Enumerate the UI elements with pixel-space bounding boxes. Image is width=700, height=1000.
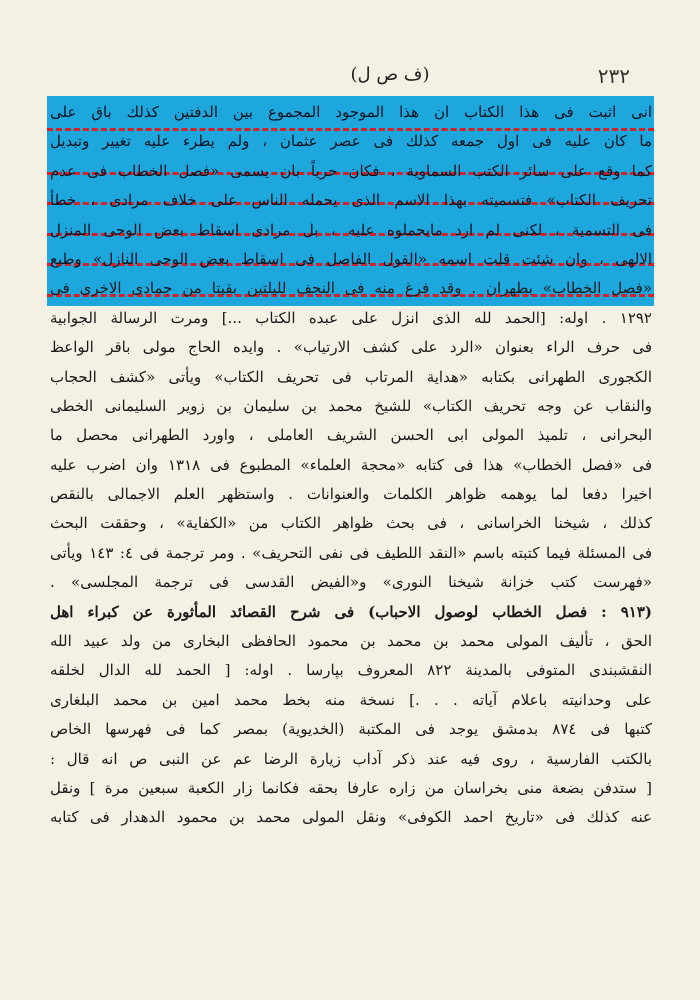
body-line: فى حرف الراء بعنوان «الرد على كشف الارتياب» . وايده الحاج مولى باقر الواعظ <box>50 338 652 357</box>
body-line: [ ستدفن بضعة منى بخراسان من زاره عارفا بحقه فكانما زار الكعبة سبعين مرة ] ونقل <box>50 778 652 797</box>
highlighted-line: الالهى ، وان شئت قلت اسمه «القول الفاصل فى اسقاط بعض الوحى النازل» وطبع <box>50 249 652 268</box>
body-line: ١٢٩٢ . اوله: [الحمد لله الذى انزل على عبده الكتاب ...] ومرت الرسالة الجوابية <box>50 308 652 327</box>
page-number: ٢٣٢ <box>597 64 630 88</box>
body-line: على وحدانيته باعلام آياته . . .] نسخة منه بخط محمد امين بن محمد البلغارى <box>50 690 652 709</box>
text-body <box>50 98 652 833</box>
highlighted-line: ما كان عليه فى اول جمعه كذلك فى عصر عثمان ، ولم يطرء عليه تغيير وتبديل <box>50 132 652 151</box>
section-title: (ف ص ل) <box>350 64 430 85</box>
body-line: «فهرست كتب خزانة شيخنا النورى» و«الفيض القدسى فى ترجمة المجلسى» . <box>50 573 652 592</box>
page-header <box>40 62 660 90</box>
body-line: النقشبندى المتوفى بالمدينة ٨٢٢ المعروف بپارسا . اوله: [ الحمد لله الدال لخلقه <box>50 661 652 680</box>
body-line: فى «فصل الخطاب» هذا فى كتابه «محجة العلماء» المطبوع فى ١٣١٨ وان اضرب عليه <box>50 455 652 474</box>
entry-heading-line: (٩١٣ : فصل الخطاب لوصول الاحباب) فى شرح القصائد المأثورة عن كبراء اهل <box>50 602 652 621</box>
body-line: فى المسئلة فيما كتبته باسم «النقد اللطيف فى نفى التحريف» . ومر ترجمة فى ٤: ١٤٣ ويأتى <box>50 543 652 562</box>
body-line: الكجورى الطهرانى بكتابه «هداية المرتاب فى تحريف الكتاب» ويأتى «كشف الحجاب <box>50 367 652 386</box>
body-line: الحق ، تأليف المولى محمد بن محمد بن محمود الحافظى البخارى من ولد عبيد الله <box>50 632 652 651</box>
highlighted-line: كما وقع على سائر الكتب السماوية ، فكان حرياً بان يسمى «فصل الخطاب فى عدم <box>50 161 652 180</box>
body-line: كذلك ، شيخنا الخراسانى ، فى بحث ظواهر الكتاب من «الكفاية» ، وحققت البحث <box>50 514 652 533</box>
highlighted-line: تحريف الكتاب» فتسميته بهذا الاسم الذى يحمله الناس على خلاف مرادى ، خطأ <box>50 191 652 210</box>
body-line: كتبها فى ٨٧٤ بدمشق يوجد فى المكتبة (الخديوية) بمصر كما فى فهرسها الخاص <box>50 720 652 739</box>
body-line: والنقاب عن وجه تحريف الكتاب» للشيخ محمد بن سليمان بن زوير السليمانى الخطى <box>50 396 652 415</box>
body-line: عنه كذلك فى «تاريخ احمد الكوفى» ونقل المولى محمد بن محمود الدهدار فى كتابه <box>50 808 652 827</box>
body-line: البحرانى ، تلميذ المولى ابى الحسن الشريف العاملى ، واورد الطهرانى محصل ما <box>50 426 652 445</box>
highlighted-line: انى اثبت فى هذا الكتاب ان هذا الموجود المجموع بين الدفتين كذلك باق على <box>50 103 652 121</box>
body-line: «فصل الخطاب» بطهران . وقد فرغ منه فى النجف لليلتين بقيتا من جمادى الاخرى فى <box>50 279 652 298</box>
highlighted-line: فى التسمية ، لكنى لم ارد مايحملوه عليه ، بل مرادى اسقاط بعض الوحى المنزل <box>50 220 652 239</box>
body-line: بالكتب الفارسية ، روى فيه عند ذكر آداب زيارة الرضا عم عن النبى ص انه قال : <box>50 749 652 768</box>
body-line: اخيرا دفعا لما يوهمه ظواهر الكلمات والعنوانات . واستظهر العلم الاجمالى بالنقص <box>50 485 652 504</box>
